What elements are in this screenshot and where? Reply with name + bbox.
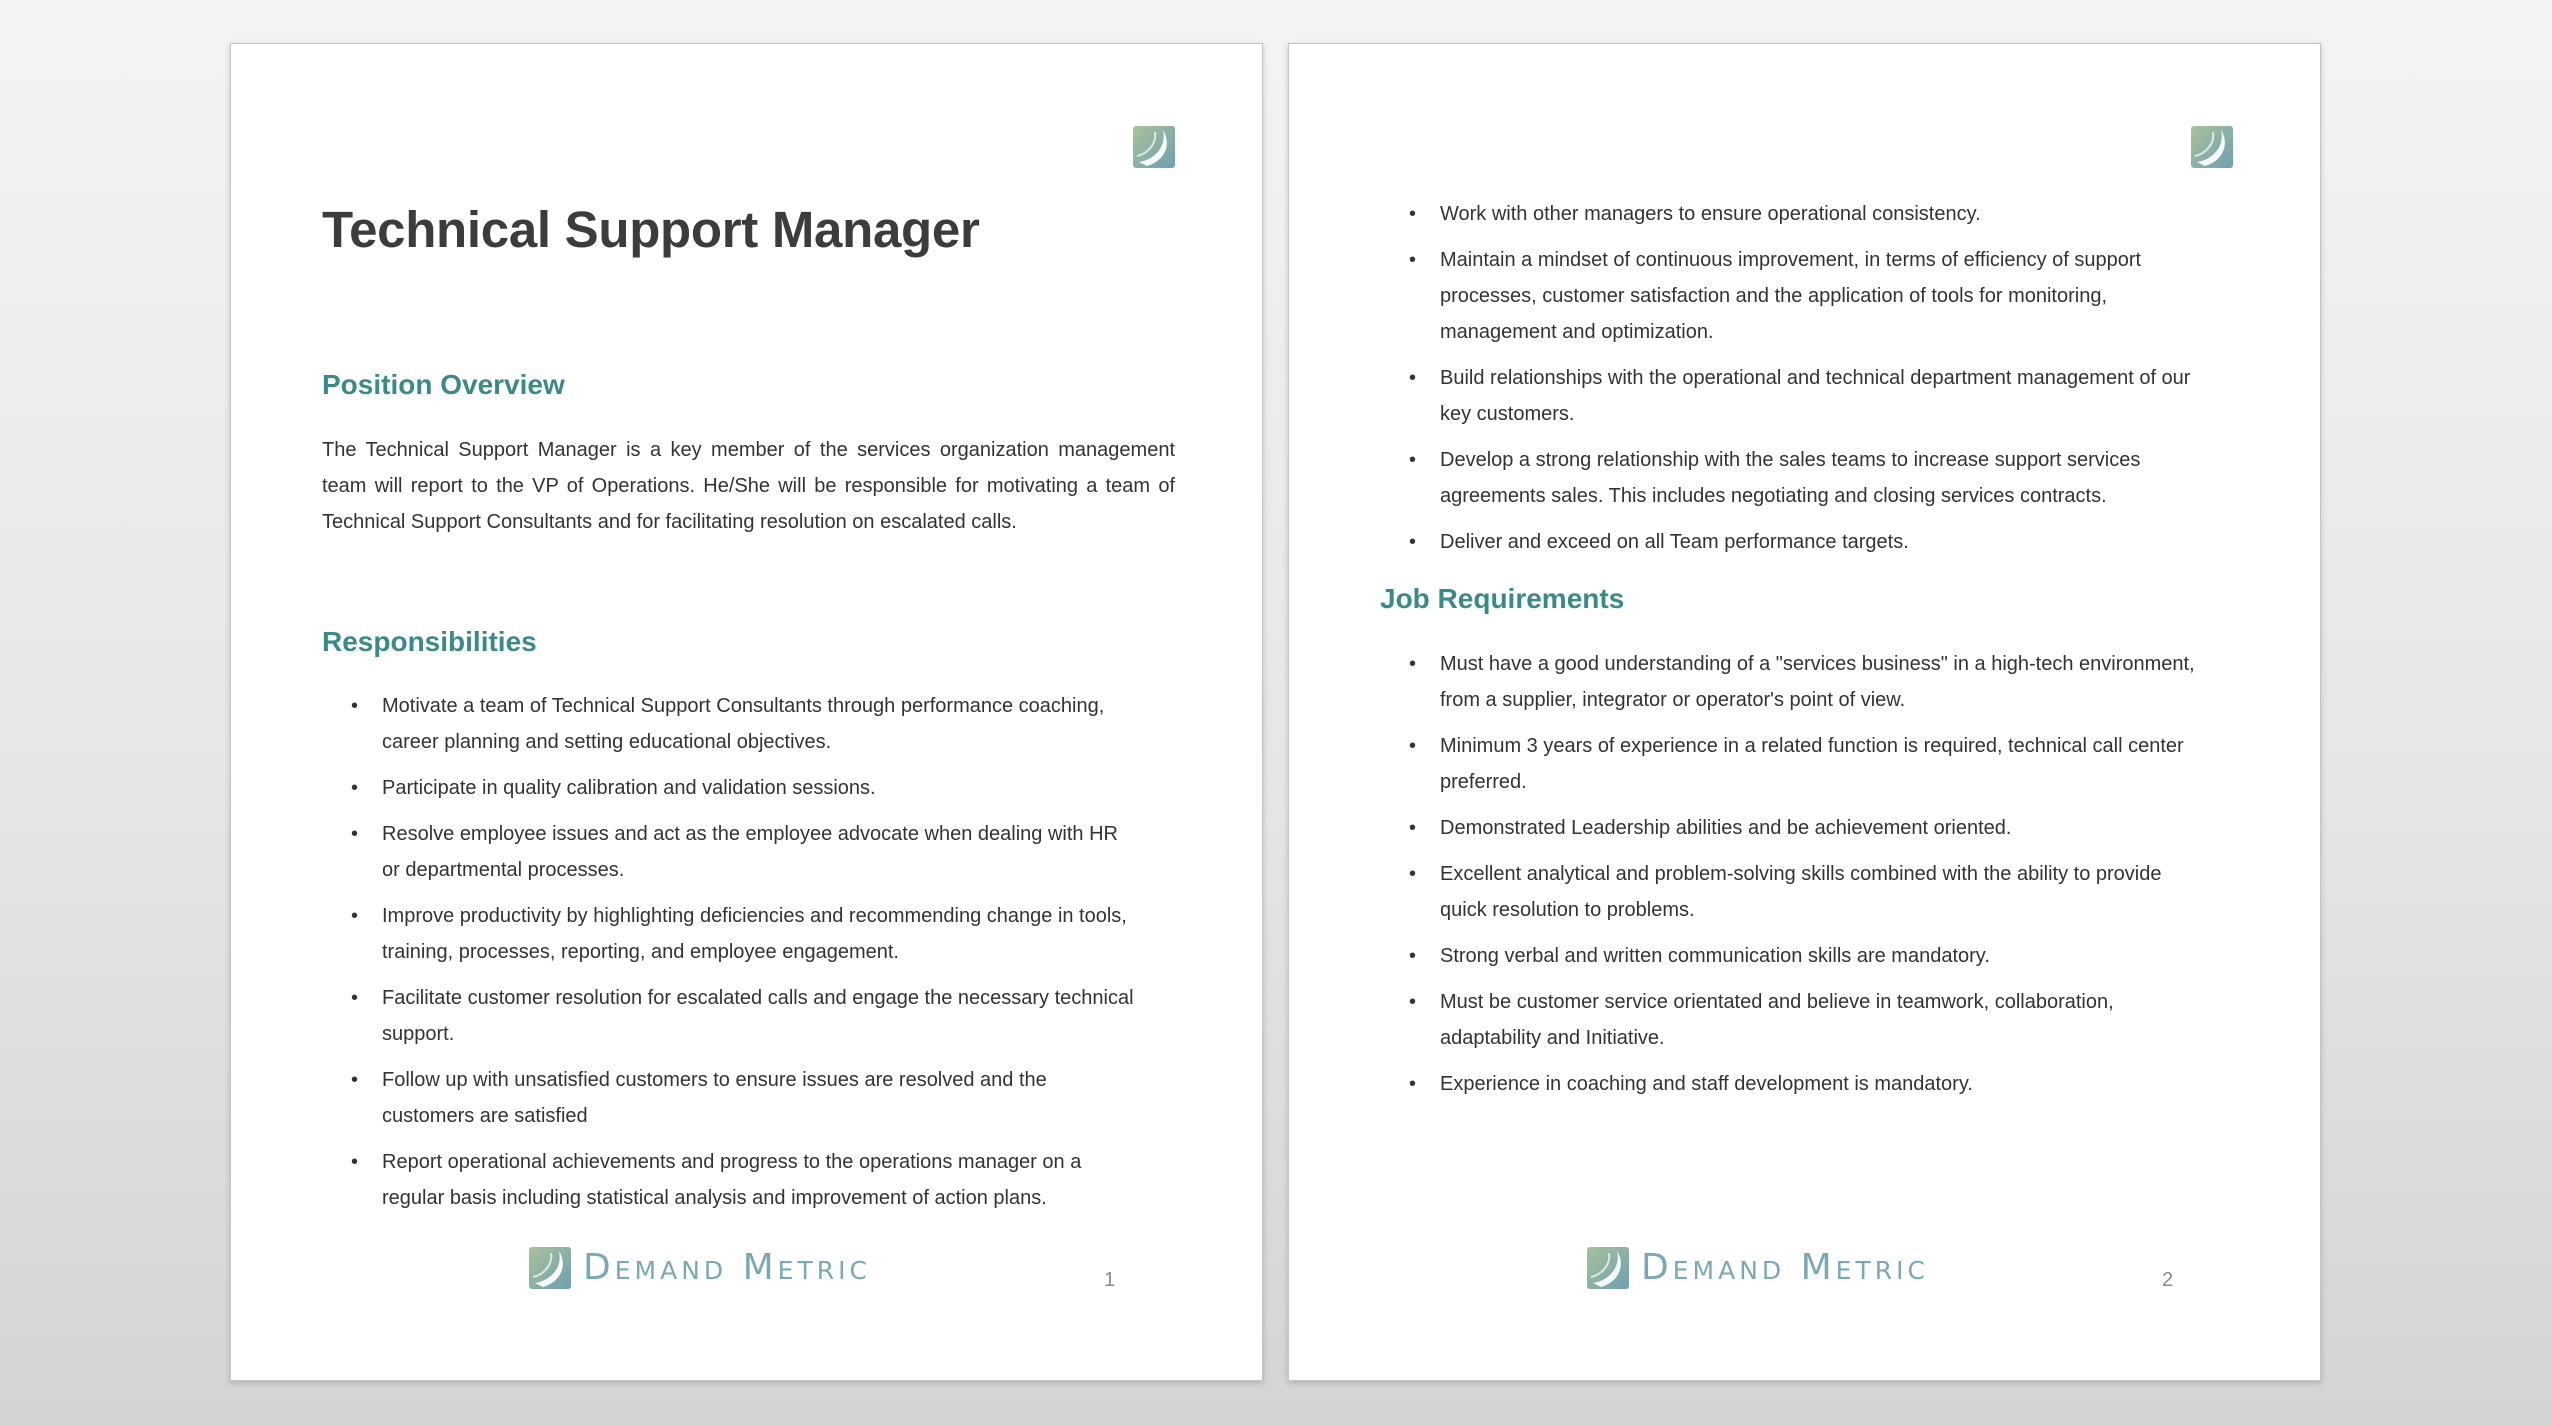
demand-metric-logo-icon [1133,126,1175,168]
list-item: • Build relationships with the operational and technical department management of our key customers. [1380,360,2198,432]
document-title: Technical Support Manager [322,201,980,258]
footer-logo [529,1246,871,1290]
document-page-2 [1288,43,2321,1381]
demand-metric-logo-icon [1587,1247,1629,1289]
list-item: • Must have a good understanding of a "services business" in a high-tech environment, from a supplier, integrator or operator's point of view. [1380,646,2198,718]
list-item: • Demonstrated Leadership abilities and be achievement oriented. [1380,810,2198,846]
list-item: • Deliver and exceed on all Team performance targets. [1380,524,2198,560]
page-number: 1 [1104,1269,1116,1291]
list-item: • Facilitate customer resolution for escalated calls and engage the necessary technical support. [322,980,1140,1052]
list-item: • Resolve employee issues and act as the employee advocate when dealing with HR or departmental processes. [322,816,1140,888]
job-requirements-list [1380,646,2198,1112]
list-item: • Follow up with unsatisfied customers to ensure issues are resolved and the customers are satisfied [322,1062,1140,1134]
demand-metric-logo-icon [2191,126,2233,168]
responsibilities-heading: Responsibilities [322,626,537,657]
footer-logo [1587,1246,1929,1290]
list-item: • Must be customer service orientated and believe in teamwork, collaboration, adaptability and Initiative. [1380,984,2198,1056]
list-item: • Participate in quality calibration and validation sessions. [322,770,1140,806]
list-item: • Improve productivity by highlighting deficiencies and recommending change in tools, training, processes, reporting, and employee engagement. [322,898,1140,970]
position-overview-heading: Position Overview [322,369,565,400]
responsibilities-list [322,688,1140,1226]
list-item: • Strong verbal and written communication skills are mandatory. [1380,938,2198,974]
list-item: • Motivate a team of Technical Support Consultants through performance coaching, career planning and setting educational objectives. [322,688,1140,760]
demand-metric-logo-icon [529,1247,571,1289]
responsibilities-list-continued [1380,196,2198,570]
list-item: • Work with other managers to ensure operational consistency. [1380,196,2198,232]
list-item: • Minimum 3 years of experience in a related function is required, technical call center preferred. [1380,728,2198,800]
footer-brand-name: Demand Metric [1641,1247,1929,1288]
page-number: 2 [2162,1269,2174,1291]
document-page-1 [230,43,1263,1381]
list-item: • Develop a strong relationship with the sales teams to increase support services agreements sales. This includes negotiating and closing services contracts. [1380,442,2198,514]
list-item: • Excellent analytical and problem-solving skills combined with the ability to provide quick resolution to problems. [1380,856,2198,928]
list-item: • Experience in coaching and staff development is mandatory. [1380,1066,2198,1102]
list-item: • Report operational achievements and progress to the operations manager on a regular basis including statistical analysis and improvement of action plans. [322,1144,1140,1216]
position-overview-paragraph: The Technical Support Manager is a key member of the services organization management team will report to the VP of Operations. He/She will be responsible for motivating a team of Technical Support Consultants and for facilitating resolution on escalated calls. [322,439,1175,533]
list-item: • Maintain a mindset of continuous improvement, in terms of efficiency of support processes, customer satisfaction and the application of tools for monitoring, management and optimization. [1380,242,2198,350]
job-requirements-heading: Job Requirements [1380,583,1625,614]
footer-brand-name: Demand Metric [583,1247,871,1288]
